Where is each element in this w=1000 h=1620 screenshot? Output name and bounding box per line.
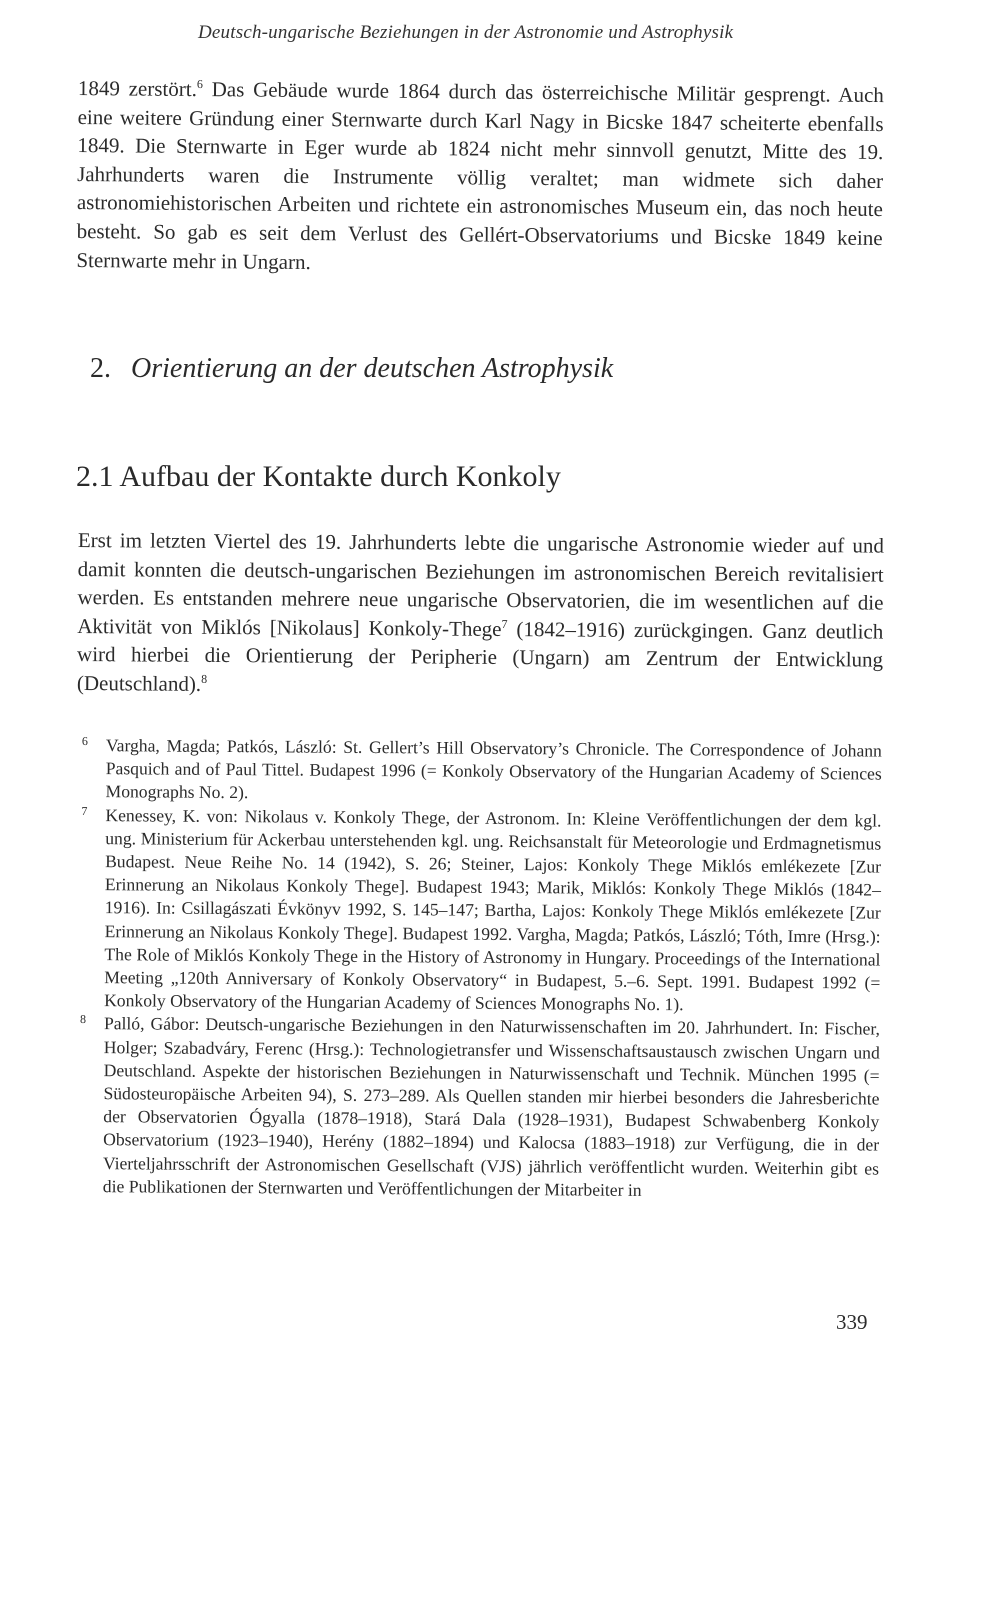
footnote-mark: 8 — [79, 1012, 87, 1027]
paragraph-2-part-b: (1842–1916) zurückgingen. Ganz deutlich wird hierbei die Orientierung der Peripherie (Ungarn) am Zentrum der Entwicklung (Deutschland). — [76, 616, 884, 696]
footnote-text: Kenessey, K. von: Nikolaus v. Konkoly Thege, der Astronom. In: Kleine Veröffentlichungen der dem kgl. ung. Ministerium für Ackerbau unterstehenden kgl. ung. Reichsanstalt für Meteorologie und Erdmagnetismus Budapest. Neue Reihe No. 14 (1942), S. 26; Steiner, Lajos: Konkoly Thege Miklós emlékezete [Zur Erinnerung an Nikolaus Konkoly Thege]. Budapest 1943; Marik, Miklós: Konkoly Thege Miklós (1842–1916). In: Csillagászati Évkönyv 1992, S. 145–147; Bartha, Lajos: Konkoly Thege Miklós emlékezete [Zur Erinnerung an Nikolaus Konkoly Thege]. Budapest 1992. Vargha, Magda; Patkós, László; Tóth, Imre (Hrsg.): The Role of Miklós Konkoly Thege in the History of Astronomy in Hungary. Proceedings of the International Meeting „120th Anniversary of Konkoly Observatory“ in Budapest, 5.–6. Sept. 1991. Budapest 1992 (= Konkoly Observatory of the Hungarian Academy of Sciences Monographs No. 1). — [104, 804, 882, 1015]
section-heading — [90, 353, 613, 385]
paragraph-2 — [77, 526, 884, 703]
paragraph-1-rest: Das Gebäude wurde 1864 durch das österreichische Militär gesprengt. Auch eine weitere Gründung einer Sternwarte durch Karl Nagy in Bicske 1847 scheiterte ebenfalls 1849. Die Sternwarte in Eger wurde ab 1824 nicht mehr sinnvoll genutzt, Mitte des 19. Jahrhunderts waren die Instrumente völlig veraltet; man widmete sich daher astronomiehistorischen Arbeiten und richtete ein astronomisches Museum ein, das noch heute besteht. So gab es seit dem Verlust des Gellért-Observatoriums und Bicske 1849 keine Sternwarte mehr in Ungarn. — [76, 77, 884, 274]
footnote-mark: 7 — [81, 803, 88, 818]
footnote-text: Palló, Gábor: Deutsch-ungarische Beziehungen in den Naturwissenschaften im 20. Jahrhundert. In: Fischer, Holger; Szabadváry, Ferenc (Hrsg.): Technologietransfer und Wissenschaftsaustausch zwischen Ungarn und Deutschland. Aspekte der historischen Beziehungen in Naturwissenschaft und Technik. München 1995 (= Südosteuropäische Arbeiten 94), S. 273–289. Als Quellen standen mir hierbei besonders die Jahresberichte der Observatorien Ógyalla (1878–1918), Stará Dala (1928–1931), Budapest Schwabenberg Konkoly Observatorium (1923–1940), Herény (1882–1894) und Kalocsa (1883–1918) zur Verfügung, die in der Vierteljahrsschrift der Astronomischen Gesellschaft (VJS) jährlich veröffentlicht wurden. Weiterhin gibt es die Publikationen der Sternwarten und Veröffentlichungen der Mitarbeiter in — [102, 1013, 881, 1200]
footnote-7 — [80, 804, 881, 1018]
paragraph-2-part-a: Erst im letzten Viertel des 19. Jahrhunderts lebte die ungarische Astronomie wieder auf und damit konnten die deutsch-ungarischen Beziehungen im astronomischen Bereich revitalisiert werden. Es entstanden mehrere neue ungarische Observatorien, die im wesentlichen auf die Aktivität von Miklós [Nikolaus] Konkoly-Thege — [77, 527, 884, 641]
footnote-mark: 6 — [81, 734, 88, 749]
footnote-ref-6[interactable]: 6 — [196, 77, 203, 92]
section-title: Orientierung an der deutschen Astrophysik — [131, 353, 614, 384]
footnote-text: Vargha, Magda; Patkós, László: St. Gellert’s Hill Observatory’s Chronicle. The Correspondence of Johann Pasquich and of Paul Tittel. Budapest 1996 (= Konkoly Observatory of the Hungarian Academy of Sciences Monographs No. 2). — [105, 735, 882, 803]
section-number: 2. — [90, 353, 111, 384]
footnote-8 — [79, 1012, 880, 1203]
running-head: Deutsch-ungarische Beziehungen in der Astronomie und Astrophysik — [198, 22, 734, 43]
page-number: 339 — [836, 1310, 868, 1334]
footnotes — [79, 734, 882, 1204]
paragraph-1 — [76, 74, 884, 281]
footnote-6 — [82, 734, 882, 809]
subsection-heading: 2.1 Aufbau der Kontakte durch Konkoly — [76, 460, 561, 493]
paragraph-1-start: 1849 zerstört. — [77, 75, 197, 102]
footnote-ref-7[interactable]: 7 — [501, 616, 508, 631]
footnote-ref-8[interactable]: 8 — [201, 671, 208, 686]
